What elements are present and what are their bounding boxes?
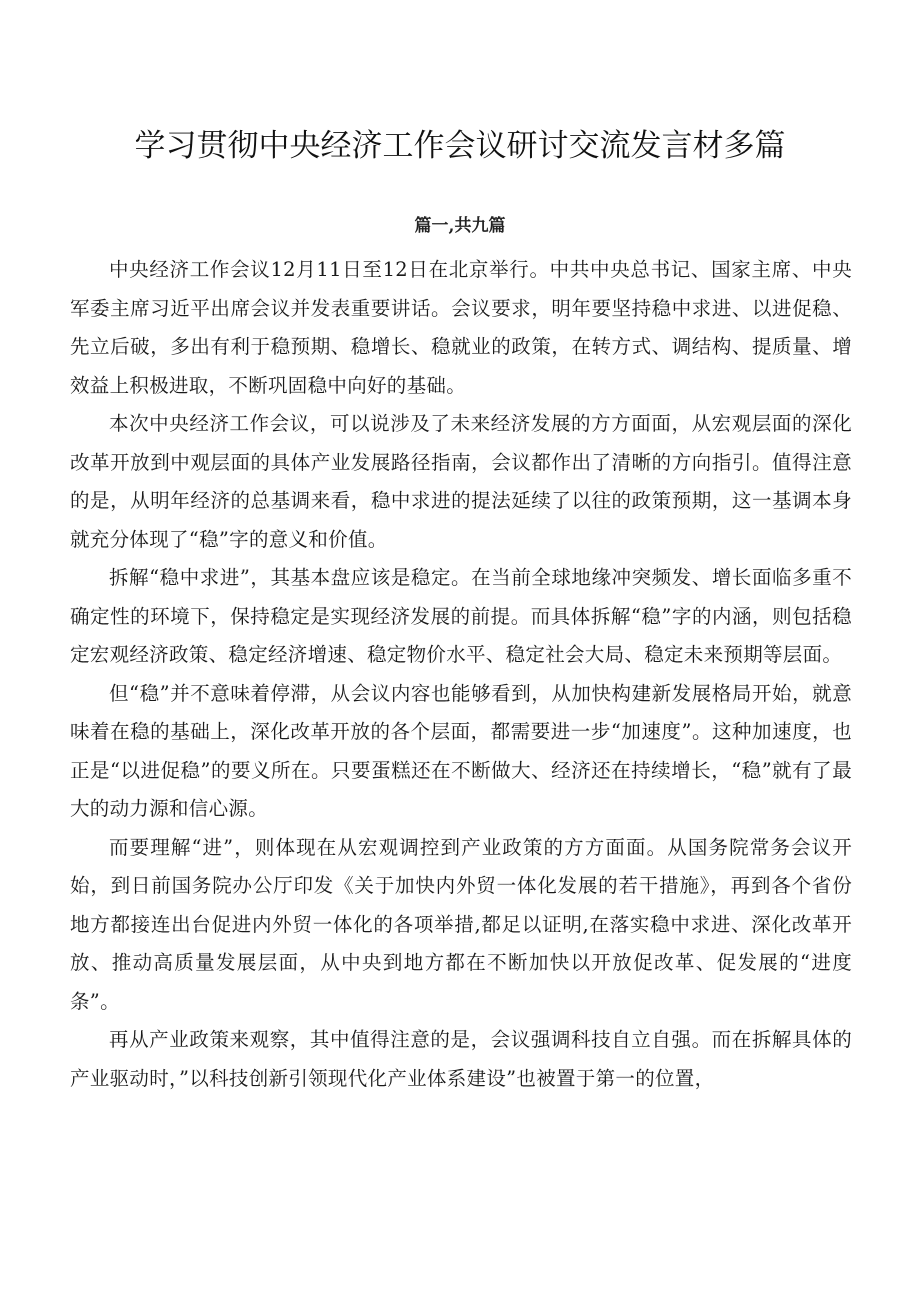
paragraph: 再从产业政策来观察，其中值得注意的是，会议强调科技自立自强。而在拆解具体的产业驱动时，”以科技创新引领现代化产业体系建设”也被置于第一的位置， (70, 1028, 852, 1090)
paragraph: 本次中央经济工作会议，可以说涉及了未来经济发展的方方面面，从宏观层面的深化改革开放到中观层面的具体产业发展路径指南，会议都作出了清晰的方向指引。值得注意的是，从明年经济的总基调来看，稳中求进的提法延续了以往的政策预期，这一基调本身就充分体现了“稳”字的意义和价值。 (70, 412, 852, 551)
document-body (70, 251, 852, 1098)
paragraph: 中央经济工作会议12月11日至12日在北京举行。中共中央总书记、国家主席、中央军委主席习近平出席会议并发表重要讲话。会议要求，明年要坚持稳中求进、以进促稳、先立后破，多出有利于稳预期、稳增长、稳就业的政策，在转方式、调结构、提质量、增效益上积极进取，不断巩固稳中向好的基础。 (70, 258, 852, 397)
section-heading: 篇一,共九篇 (414, 216, 506, 236)
paragraph: 拆解“稳中求进”，其基本盘应该是稳定。在当前全球地缘冲突频发、增长面临多重不确定性的环境下，保持稳定是实现经济发展的前提。而具体拆解“稳”字的内涵，则包括稳定宏观经济政策、稳定经济增速、稳定物价水平、稳定社会大局、稳定未来预期等层面。 (70, 566, 852, 666)
paragraph: 而要理解“进”，则体现在从宏观调控到产业政策的方方面面。从国务院常务会议开始，到日前国务院办公厅印发《关于加快内外贸一体化发展的若干措施》，再到各个省份地方都接连出台促进内外贸一体化的各项举措,都足以证明,在落实稳中求进、深化改革开放、推动高质量发展层面，从中央到地方都在不断加快以开放促改革、促发展的“进度条”。 (70, 835, 852, 1013)
paragraph: 但“稳”并不意味着停滞，从会议内容也能够看到，从加快构建新发展格局开始，就意味着在稳的基础上，深化改革开放的各个层面，都需要进一步“加速度”。这种加速度，也正是“以进促稳”的要义所在。只要蛋糕还在不断做大、经济还在持续增长，“稳”就有了最大的动力源和信心源。 (70, 681, 852, 820)
document-title: 学习贯彻中央经济工作会议研讨交流发言材多篇 (134, 128, 786, 164)
